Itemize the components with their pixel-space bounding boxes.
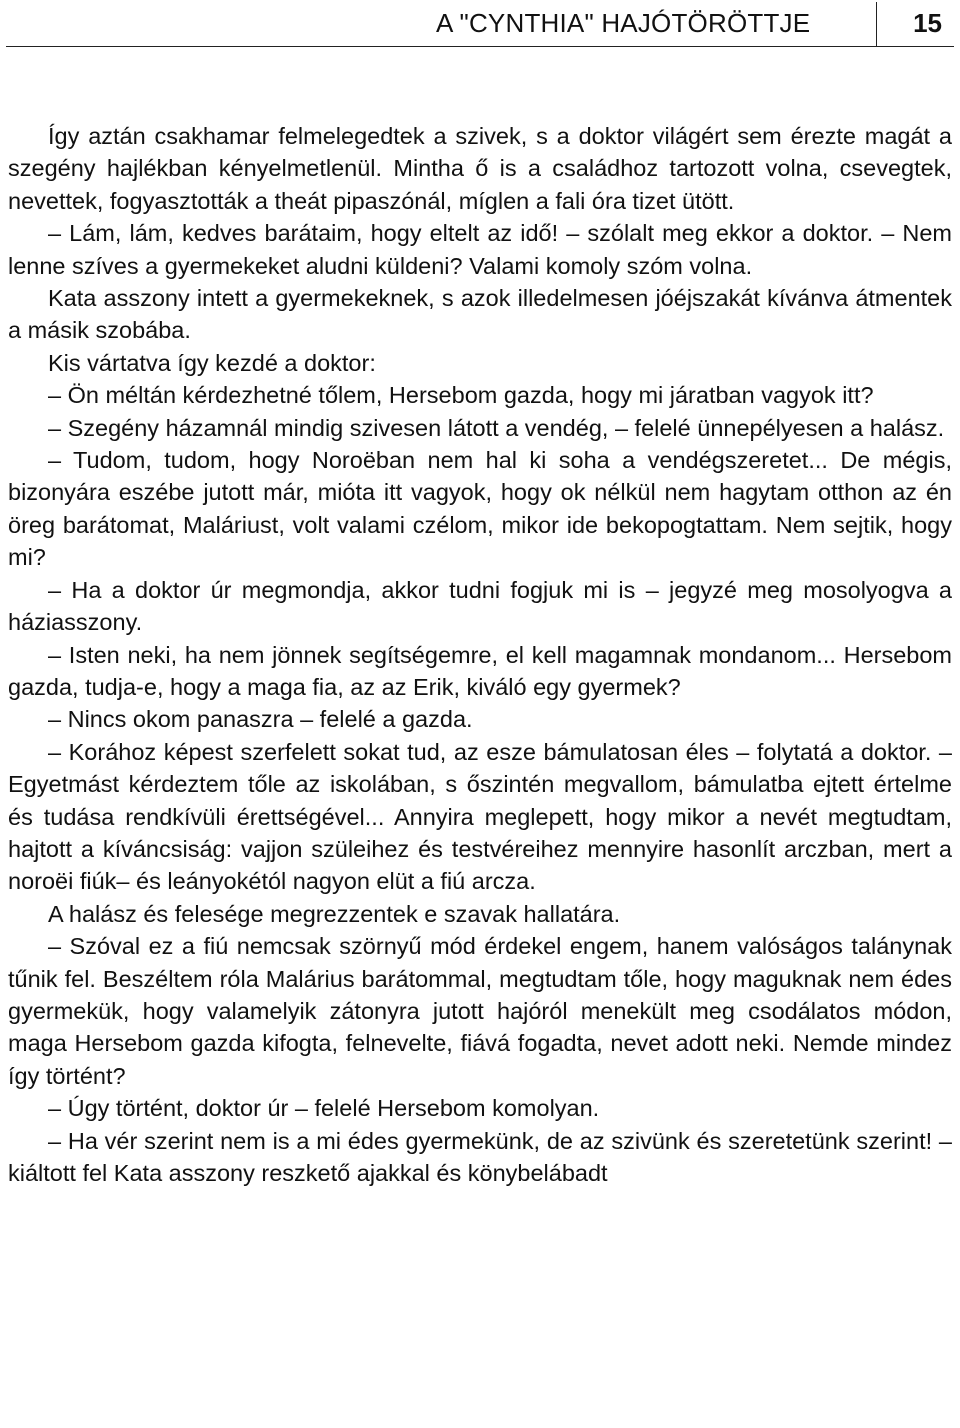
paragraph: Kis vártatva így kezdé a doktor:	[48, 349, 376, 376]
paragraph: – Isten neki, ha nem jönnek segítségemre, el kell magamnak mondanom... Hersebom gazda, tudja-e, hogy a maga fia, az az Erik, kiváló egy gyermek?	[8, 641, 952, 700]
paragraph: A halász és felesége megrezzentek e szavak hallatára.	[48, 900, 621, 927]
paragraph: Így aztán csakhamar felmelegedtek a szivek, s a doktor világért sem érezte magát a szegény hajlékban kényelmetlenül. Mintha ő is a családhoz tartozott volna, csevegtek, nevettek, fogyasztották a theát pipaszónál, míglen a fali óra tizet ütött.	[8, 123, 952, 214]
paragraph: – Ön méltán kérdezhetné tőlem, Hersebom gazda, hogy mi járatban vagyok itt?	[48, 382, 874, 409]
header-divider	[876, 2, 877, 46]
paragraph: – Szóval ez a fiú nemcsak szörnyű mód érdekel engem, hanem valóságos talánynak tűnik fel. Beszéltem róla Malárius barátommal, megtudtam tőle, hogy maguknak nem édes gyermekük, hogy valamelyik zátonyra jutott hajóról menekült meg csodálatos módon, maga Hersebom gazda kifogta, felnevelte, fiává fogadta, nevet adott neki. Nemde mindez így történt?	[8, 933, 952, 1089]
paragraph: – Lám, lám, kedves barátaim, hogy eltelt az idő! – szólalt meg ekkor a doktor. – Nem lenne szíves a gyermekeket aludni küldeni? Valami komoly szóm volna.	[8, 220, 952, 279]
body-text	[8, 120, 952, 1189]
running-title: A "CYNTHIA" HAJÓTÖRÖTTJE	[436, 8, 811, 38]
paragraph: – Szegény házamnál mindig szivesen látott a vendég, – felelé ünnepélyesen a halász.	[48, 414, 945, 441]
paragraph: – Tudom, tudom, hogy Noroëban nem hal ki soha a vendégszeretet... De mégis, bizonyára eszébe jutott már, mióta itt vagyok, hogy ok nélkül nem hagytam otthon az én öreg barátomat, Maláriust, volt valami czélom, mikor ide bekopogtattam. Nem sejtik, hogy mi?	[8, 447, 952, 571]
paragraph: Kata asszony intett a gyermekeknek, s azok illedelmesen jóéjszakát kívánva átmentek a másik szobába.	[8, 285, 952, 344]
page-header	[6, 0, 954, 47]
paragraph: – Ha a doktor úr megmondja, akkor tudni fogjuk mi is – jegyzé meg mosolyogva a háziasszony.	[8, 576, 952, 636]
paragraph: – Nincs okom panaszra – felelé a gazda.	[48, 706, 473, 733]
paragraph: – Ha vér szerint nem is a mi édes gyermekünk, de az szivünk és szeretetünk szerint! – kiáltott fel Kata asszony reszkető ajakkal és könybelábadt	[8, 1127, 952, 1186]
paragraph: – Úgy történt, doktor úr – felelé Hersebom komolyan.	[48, 1095, 600, 1122]
paragraph: – Korához képest szerfelett sokat tud, az esze bámulatosan éles – folytatá a doktor. – Egyetmást kérdeztem tőle az iskolában, s őszintén megvallom, bámulatba ejtett értelme és tudása rendkívüli érettségével... Annyira meglepett, hogy mikor a nevét megtudtam, hajtott a kíváncsiság: vajjon szüleihez és testvéreihez mennyire hasonlít arczban, mert a noroëi fiúk– és leányokétól nagyon elüt a fiú arcza.	[8, 738, 952, 895]
page-number: 15	[913, 8, 942, 38]
